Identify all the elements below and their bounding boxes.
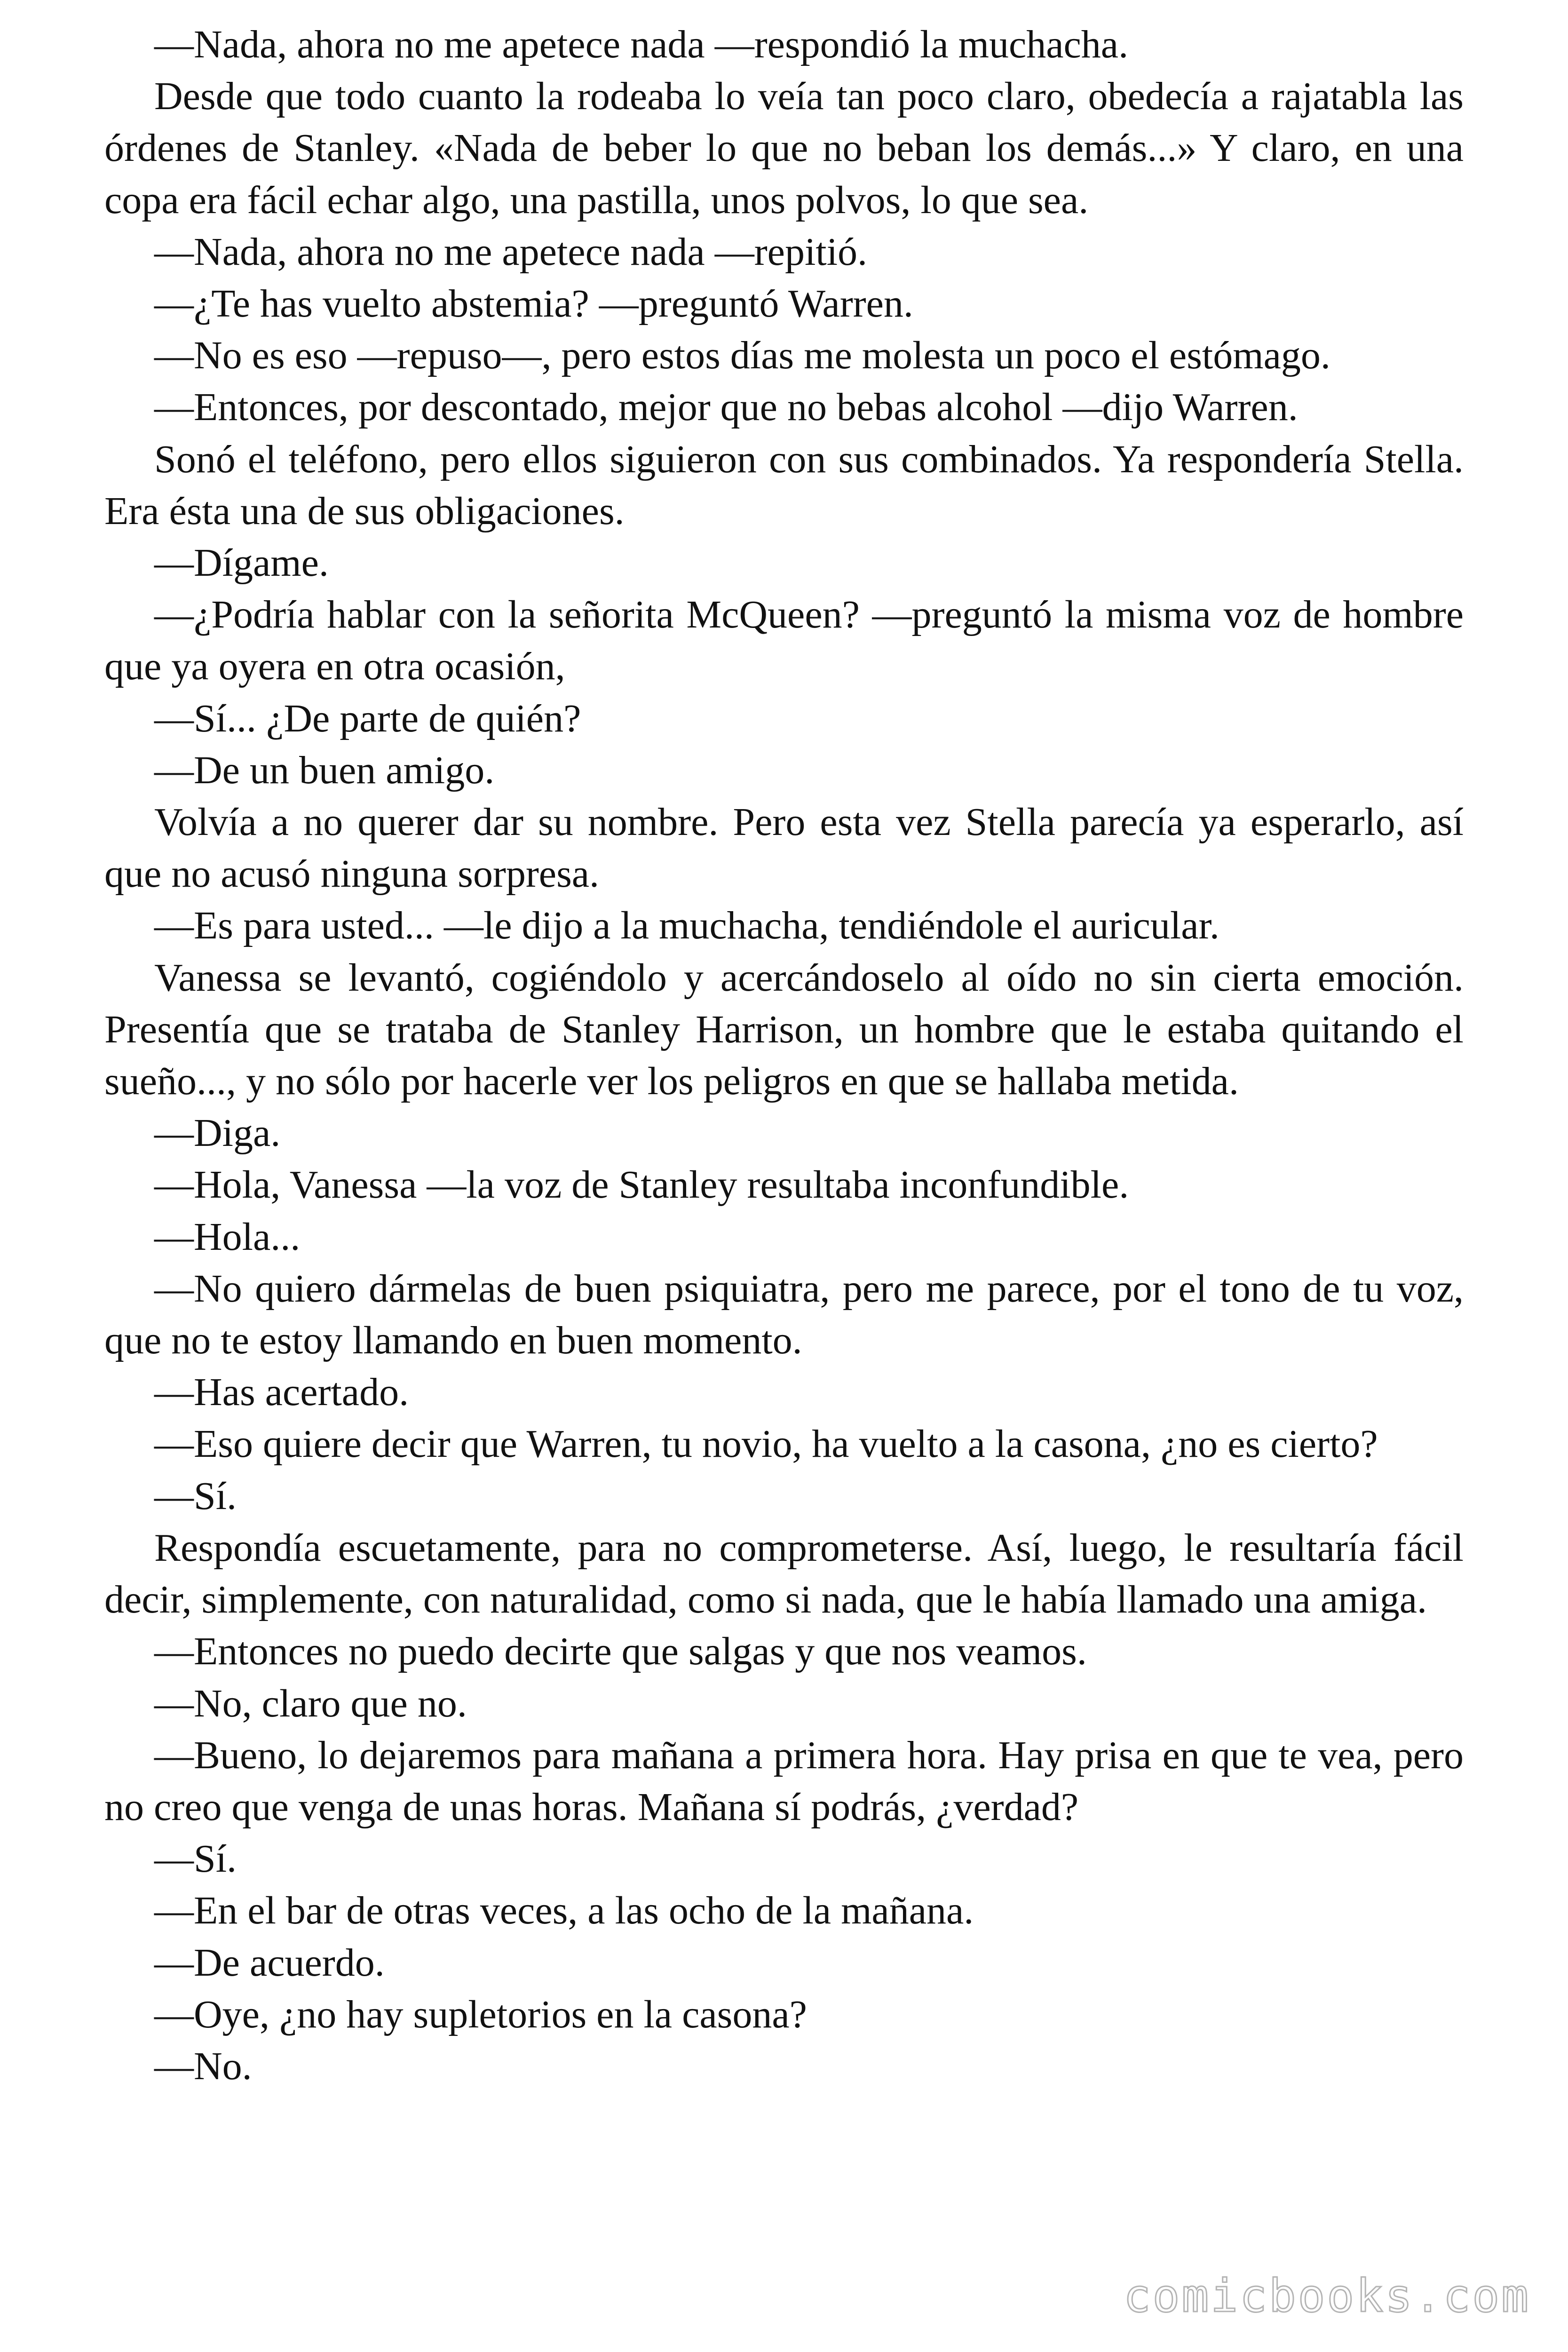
paragraph: Respondía escuetamente, para no comprometerse. Así, luego, le resultaría fácil decir, simplemente, con naturalidad, como si nada, que le había llamado una amiga. xyxy=(104,1526,1464,1622)
site-watermark: comicbooks.com xyxy=(1123,2270,1530,2322)
paragraph: —Nada, ahora no me apetece nada —respondió la muchacha. xyxy=(154,23,1129,66)
paragraph: —Oye, ¿no hay supletorios en la casona? xyxy=(154,1992,807,2036)
paragraph: —Entonces no puedo decirte que salgas y que nos veamos. xyxy=(154,1629,1087,1674)
paragraph: —¿Te has vuelto abstemia? —preguntó Warren. xyxy=(154,282,913,326)
paragraph: —No quiero dármelas de buen psiquiatra, pero me parece, por el tono de tu voz, que no te estoy llamando en buen momento. xyxy=(104,1266,1464,1363)
paragraph: —No. xyxy=(154,2044,252,2088)
paragraph: —Sí. xyxy=(154,1474,237,1518)
paragraph: —Bueno, lo dejaremos para mañana a primera hora. Hay prisa en que te vea, pero no creo que venga de unas horas. Mañana sí podrás, ¿verdad? xyxy=(104,1733,1464,1829)
paragraph: —Sí. xyxy=(154,1837,237,1881)
paragraph: —Es para usted... —le dijo a la muchacha, tendiéndole el auricular. xyxy=(154,904,1220,948)
paragraph: —Entonces, por descontado, mejor que no bebas alcohol —dijo Warren. xyxy=(154,385,1298,429)
paragraph: —En el bar de otras veces, a las ocho de la mañana. xyxy=(154,1889,974,1933)
paragraph: Vanessa se levantó, cogiéndolo y acercándoselo al oído no sin cierta emoción. Presentía que se trataba de Stanley Harrison, un hombre que le estaba quitando el sueño..., y no sólo por hacerle ver los peligros en que se hallaba metida. xyxy=(104,955,1464,1104)
paragraph: —No, claro que no. xyxy=(154,1681,467,1725)
paragraph: —No es eso —repuso—, pero estos días me molesta un poco el estómago. xyxy=(154,334,1330,378)
paragraph: —De acuerdo. xyxy=(154,1940,385,1985)
paragraph: —Sí... ¿De parte de quién? xyxy=(154,696,581,740)
paragraph: Desde que todo cuanto la rodeaba lo veía tan poco claro, obedecía a rajatabla las órdenes de Stanley. «Nada de beber lo que no beban los demás...» Y claro, en una copa era fácil echar algo, una pastilla, unos polvos, lo que sea. xyxy=(104,74,1464,222)
paragraph: —¿Podría hablar con la señorita McQueen? —preguntó la misma voz de hombre que ya oyera en otra ocasión, xyxy=(104,593,1464,689)
paragraph: Volvía a no querer dar su nombre. Pero esta vez Stella parecía ya esperarlo, así que no acusó ninguna sorpresa. xyxy=(104,800,1464,896)
paragraph: —Has acertado. xyxy=(154,1370,409,1414)
paragraph: Sonó el teléfono, pero ellos siguieron con sus combinados. Ya respondería Stella. Era ésta una de sus obligaciones. xyxy=(104,437,1464,533)
paragraph: —Nada, ahora no me apetece nada —repitió. xyxy=(154,230,867,274)
paragraph: —Diga. xyxy=(154,1111,281,1155)
paragraph: —De un buen amigo. xyxy=(154,748,495,792)
paragraph: —Hola... xyxy=(154,1215,301,1259)
paragraph: —Dígame. xyxy=(154,541,329,585)
paragraph: —Eso quiere decir que Warren, tu novio, ha vuelto a la casona, ¿no es cierto? xyxy=(154,1422,1378,1466)
book-page-text xyxy=(104,19,1464,2092)
paragraph: —Hola, Vanessa —la voz de Stanley resultaba inconfundible. xyxy=(154,1163,1129,1207)
